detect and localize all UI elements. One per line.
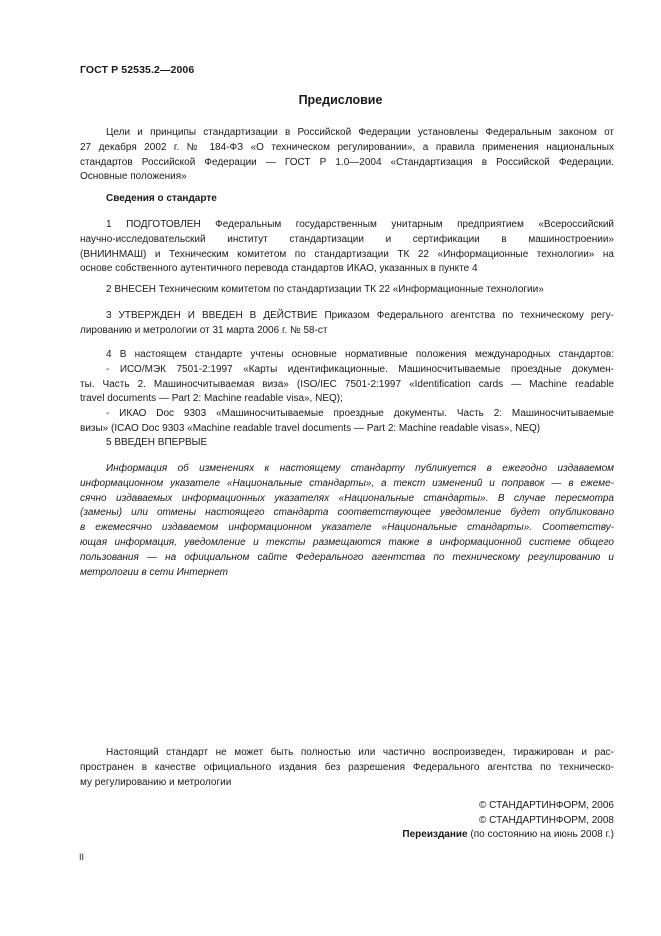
item-line: 5 ВВЕДЕН ВПЕРВЫЕ [106, 437, 208, 448]
item-line: (ВНИИНМАШ) и Техническим комитетом по стандартизации ТК 22 «Информационные технологии» на [80, 248, 614, 260]
intro-paragraph [80, 126, 614, 185]
intro-line: 27 декабря 2002 г. № 184-ФЗ «О техническом регулировании», а правила применения национальных [80, 141, 614, 153]
item-3-approved [80, 309, 614, 339]
copyright-line: © СТАНДАРТИНФОРМ, 2006 [479, 800, 614, 811]
info-line: информационном указателе «Национальные стандарты», а текст изменений и поправок — в ежеме- [80, 477, 614, 489]
item-line: визы» (ICAO Doc 9303 «Machine readable travel documents — Part 2: Machine readable visas», NEQ) [80, 422, 541, 434]
changes-information-paragraph [80, 462, 614, 580]
intro-line: Цели и принципы стандартизации в Российской Федерации установлены Федеральным законом от [106, 127, 614, 138]
info-line: ющая информация, уведомление и тексты размещаются также в информационной системе общего [80, 536, 614, 548]
item-line: 4 В настоящем стандарте учтены основные нормативные положения международных стандартов: [106, 349, 614, 360]
reissue-note: (по состоянию на июнь 2008 г.) [470, 829, 614, 841]
copyright-line: © СТАНДАРТИНФОРМ, 2008 [479, 814, 614, 826]
page-number: II [79, 852, 85, 862]
notice-line: Настоящий стандарт не может быть полностью или частично воспроизведен, тиражирован и рас- [106, 747, 614, 758]
info-line: (замены) или отмены настоящего стандарта соответствующее уведомление будет опубликовано [80, 507, 614, 519]
notice-line: му регулированию и метрологии [80, 776, 232, 788]
item-1-prepared-by [80, 218, 614, 277]
info-line: сячно издаваемых информационных указателях «Национальные стандарты». В случае пересмотра [80, 492, 614, 504]
item-line: - ИСО/МЭК 7501-2:1997 «Карты идентификационные. Машиносчитываемые проездные докумен- [106, 363, 614, 375]
copyright-block [402, 799, 614, 843]
info-line: метрологии в сети Интернет [80, 566, 228, 578]
item-line: лированию и метрологии от 31 марта 2006 г. № 58-ст [80, 324, 328, 336]
item-line: научно-исследовательский институт стандартизации и сертификации в машиностроении» [80, 233, 614, 245]
intro-line: стандартов Российской Федерации — ГОСТ Р 1.0—2004 «Стандартизация в Российской Федерации. [80, 156, 614, 168]
document-code: ГОСТ Р 52535.2—2006 [80, 64, 195, 76]
page-title: Предисловие [298, 93, 383, 107]
item-line: travel documents — Part 2: Machine readable visa», NEQ); [80, 393, 343, 405]
reissue-label: Переиздание [402, 829, 468, 841]
item-5-introduced [80, 436, 614, 451]
info-line: пользования — на официальном сайте Федерального агентства по техническому регулированию и [80, 551, 614, 563]
standard-info-heading: Сведения о стандарте [106, 193, 217, 204]
item-line: 3 УТВЕРЖДЕН И ВВЕДЕН В ДЕЙСТВИЕ Приказом Федерального агентства по техническому регу- [106, 310, 614, 321]
copyright-notice-paragraph [80, 746, 614, 790]
info-line: в ежемесячно издаваемом информационном указателе «Национальные стандарты». Соответству- [80, 522, 614, 534]
item-line: - ИКАО Doc 9303 «Машиносчитываемые проездные документы. Часть 2: Машиносчитываемые [106, 408, 614, 420]
item-2-submitted-by [80, 283, 614, 298]
item-line: 2 ВНЕСЕН Техническим комитетом по стандартизации ТК 22 «Информационные технологии» [106, 284, 544, 295]
item-4-international-standards [80, 348, 614, 437]
item-line: 1 ПОДГОТОВЛЕН Федеральным государственным унитарным предприятием «Всероссийский [106, 219, 614, 230]
item-line: основе собственного аутентичного перевода стандартов ИКАО, указанных в пункте 4 [80, 263, 478, 275]
reissue-line [402, 828, 614, 843]
notice-line: пространен в качестве официального издания без разрешения Федерального агентства по техническо- [80, 761, 614, 773]
item-line: ты. Часть 2. Машиносчитываемая виза» (ISO/IEC 7501-2:1997 «Identification cards — Machine readable [80, 378, 614, 390]
intro-line: Основные положения» [80, 171, 187, 183]
info-line: Информация об изменениях к настоящему стандарту публикуется в ежегодно издаваемом [106, 463, 614, 474]
